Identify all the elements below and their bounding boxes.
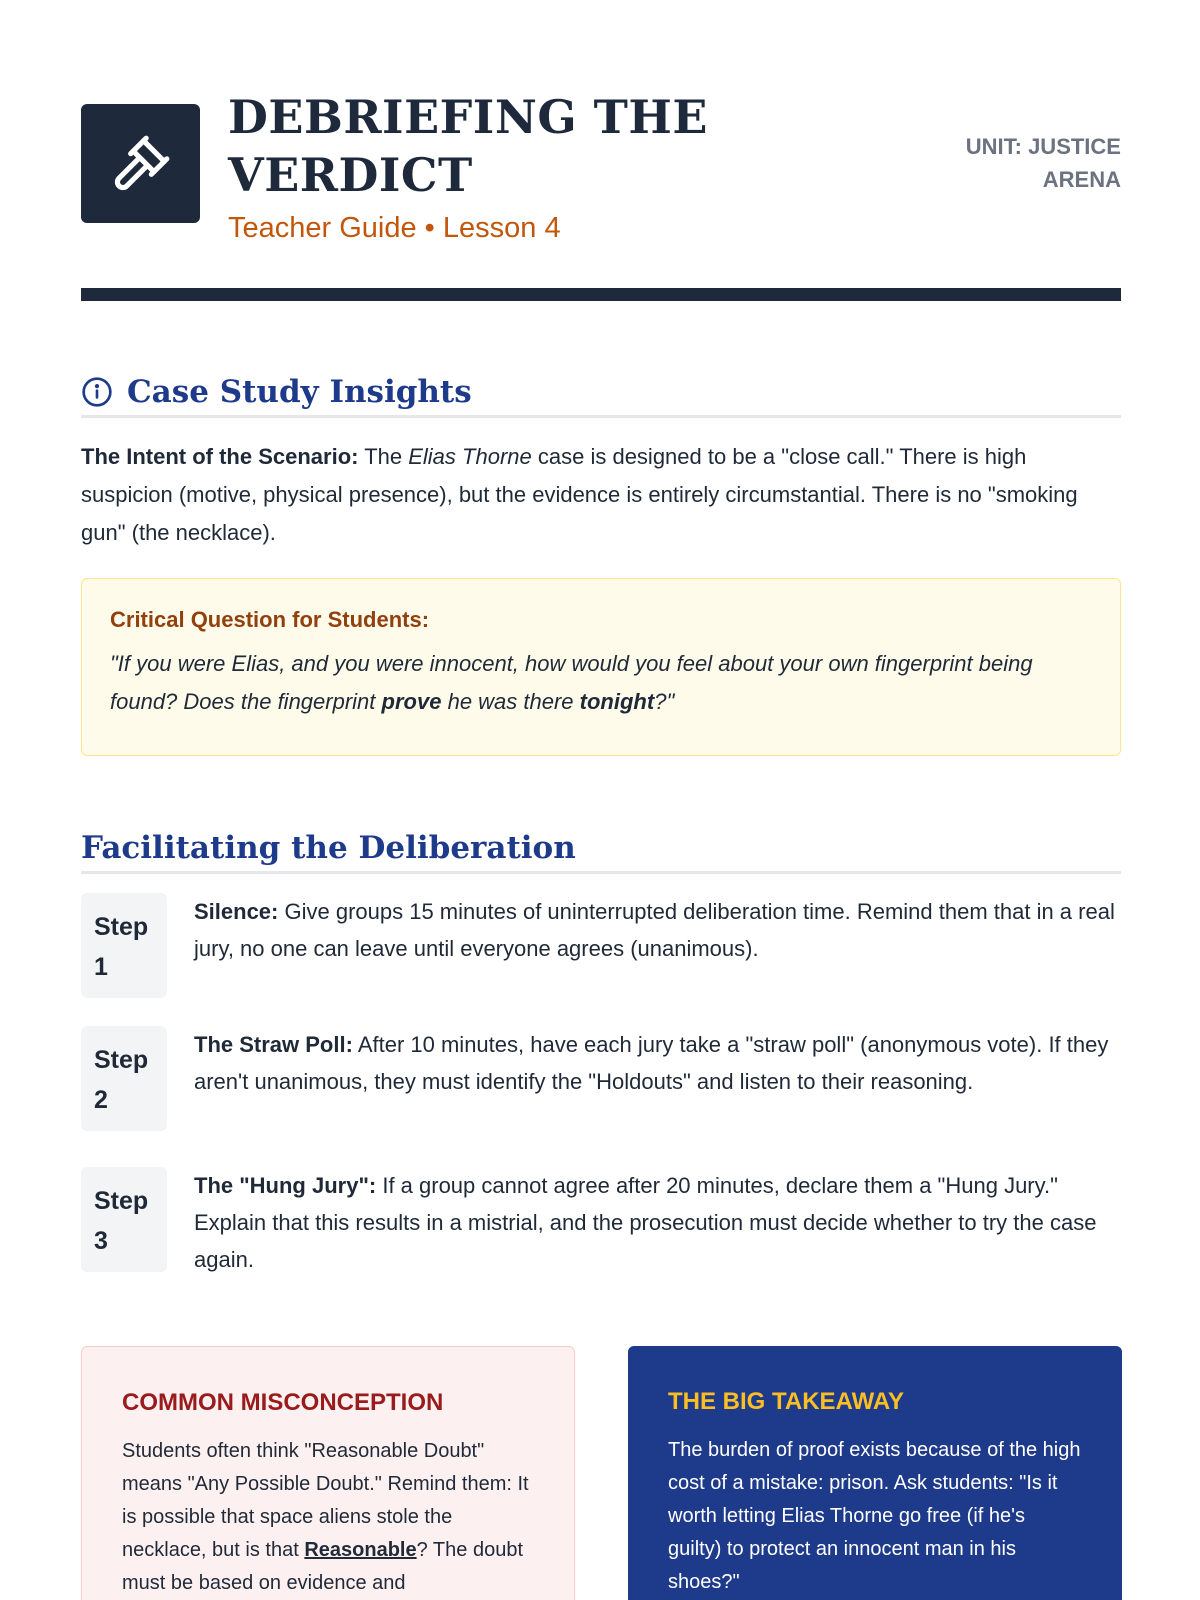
step-text	[194, 1026, 1121, 1100]
insights-heading: Case Study Insights	[127, 373, 472, 410]
step-badge: Step 2	[81, 1026, 167, 1131]
step-badge: Step 1	[81, 893, 167, 998]
callout-emphasis-prove: prove	[381, 689, 442, 714]
section-heading-deliberation	[81, 824, 1121, 874]
page-title: DEBRIEFING THE VERDICT	[228, 90, 708, 202]
step-label: The "Hung Jury":	[194, 1173, 377, 1198]
intent-text-1: The	[364, 444, 403, 469]
logo-badge	[81, 104, 200, 223]
misconception-emphasis: Reasonable	[304, 1539, 417, 1561]
callout-text	[110, 645, 1092, 721]
step-text	[194, 893, 1121, 967]
intent-text-2: case is designed to be a "close call." There is high suspicion (motive, physical presence), but the evidence is entirely circumstantial. There is no "smoking gun" (the necklace).	[81, 444, 1078, 545]
gavel-icon	[110, 133, 172, 195]
deliberation-heading: Facilitating the Deliberation	[81, 829, 576, 866]
step-label: Silence:	[194, 899, 279, 924]
misconception-text-1: Students often think "Reasonable Doubt" means "Any Possible Doubt." Remind them: It is possible that space aliens stole the necklace, but is that	[122, 1440, 529, 1561]
callout-text-2: he was there	[447, 689, 574, 714]
step-description: After 10 minutes, have each jury take a "straw poll" (anonymous vote). If they aren't unanimous, they must identify the "Holdouts" and listen to their reasoning.	[194, 1032, 1109, 1094]
unit-label: UNIT: JUSTICE ARENA	[965, 134, 1121, 192]
takeaway-card	[628, 1346, 1122, 1600]
case-name: Elias Thorne	[408, 444, 532, 469]
takeaway-text: The burden of proof exists because of the high cost of a mistake: prison. Ask students: "Is it worth letting Elias Thorne go free (if he's guilty) to protect an innocent man in his shoes?"	[668, 1439, 1081, 1593]
misconception-card	[81, 1346, 575, 1600]
page-header	[81, 88, 1121, 248]
misconception-title: COMMON MISCONCEPTION	[122, 1389, 444, 1416]
step-description: Give groups 15 minutes of uninterrupted deliberation time. Remind them that in a real jury, no one can leave until everyone agrees (unanimous).	[194, 899, 1115, 961]
section-heading-insights	[81, 368, 1121, 418]
callout-title: Critical Question for Students:	[110, 607, 430, 632]
step-badge: Step 3	[81, 1167, 167, 1272]
callout-text-1: "If you were Elias, and you were innocent, how would you feel about your own fingerprint being found? Does the fingerprint	[110, 651, 1033, 714]
critical-question-callout	[81, 578, 1121, 756]
step-text	[194, 1167, 1121, 1278]
page-subtitle: Teacher Guide • Lesson 4	[228, 212, 561, 244]
step-description: If a group cannot agree after 20 minutes, declare them a "Hung Jury." Explain that this results in a mistrial, and the prosecution must decide whether to try the case again.	[194, 1173, 1097, 1272]
callout-emphasis-tonight: tonight	[579, 689, 655, 714]
header-divider	[81, 288, 1121, 301]
callout-text-3: ?"	[654, 689, 675, 714]
step-label: The Straw Poll:	[194, 1032, 353, 1057]
takeaway-title: THE BIG TAKEAWAY	[668, 1388, 905, 1415]
intent-label: The Intent of the Scenario:	[81, 444, 359, 469]
info-icon	[81, 376, 113, 408]
title-block	[228, 88, 828, 245]
misconception-text-2: ? The doubt must be based on evidence and	[122, 1539, 523, 1594]
insights-paragraph	[81, 438, 1121, 552]
misconception-text	[122, 1435, 534, 1600]
